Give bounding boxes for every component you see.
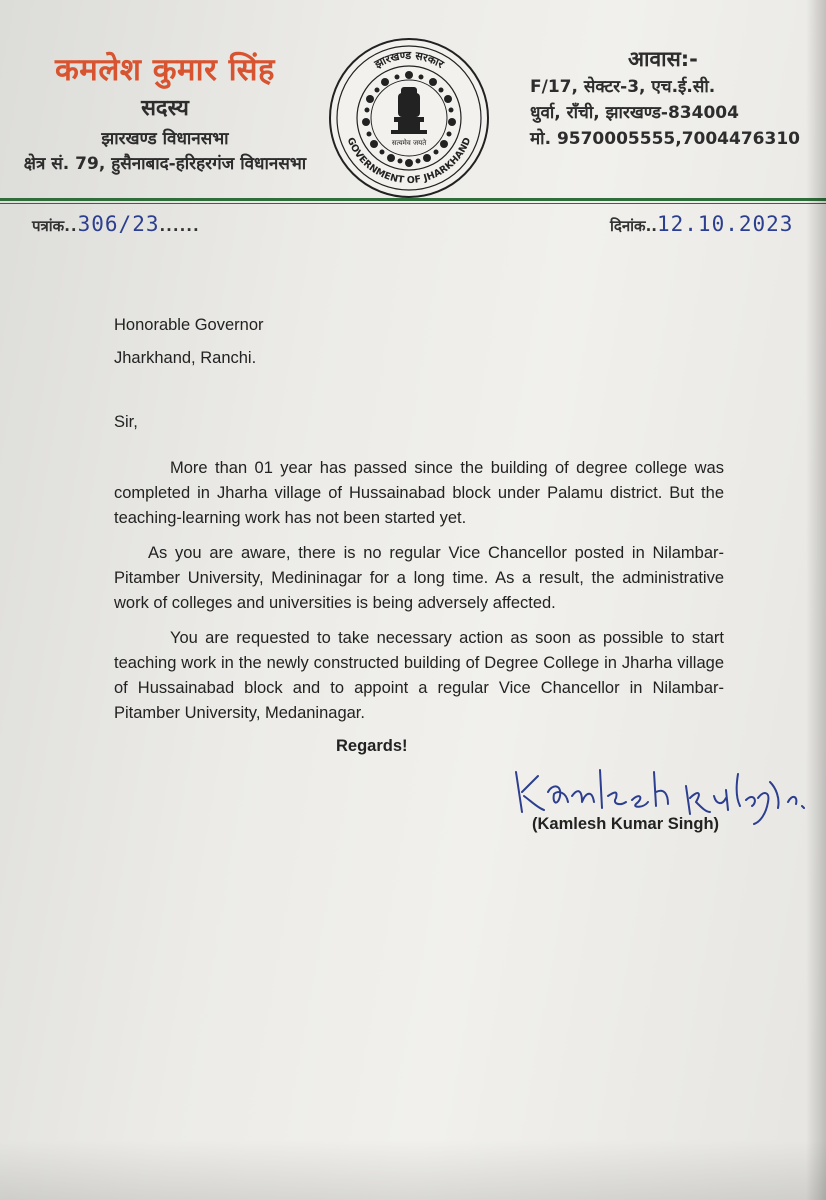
header-rule-thin xyxy=(0,203,826,204)
letterhead-address xyxy=(530,44,820,152)
paragraph-2 xyxy=(114,541,724,616)
paragraph-2-text: As you are aware, there is no regular Vice Chancellor posted in Nilambar-Pitamber University, Medininagar for a long time. As a result, the administrative work of colleges and universities is being adversely affected. xyxy=(114,544,724,612)
paper-shadow xyxy=(806,0,826,1200)
salutation: Sir, xyxy=(114,413,138,431)
letter-date: दिनांक..12.10.2023 xyxy=(610,212,794,236)
date-label: दिनांक xyxy=(610,217,646,235)
closing: Regards! xyxy=(336,737,408,755)
member-name: कमलेश कुमार सिंह xyxy=(54,52,276,88)
constituency: क्षेत्र सं. 79, हुसैनाबाद-हरिहरगंज विधानसभा xyxy=(23,154,307,174)
reference-label: पत्रांक xyxy=(32,217,65,235)
date-value: 12.10.2023 xyxy=(657,212,794,236)
address-line-2: धुर्वा, राँची, झारखण्ड-834004 xyxy=(530,103,739,123)
signatory-name: (Kamlesh Kumar Singh) xyxy=(532,815,720,833)
paper-shading xyxy=(0,1140,826,1200)
reference-number: पत्रांक..306/23...... xyxy=(32,212,200,236)
assembly-name: झारखण्ड विधानसभा xyxy=(101,129,229,149)
paragraph-3 xyxy=(114,626,724,726)
addressee-line-1: Honorable Governor xyxy=(114,316,264,334)
paragraph-1-text: More than 01 year has passed since the building of degree college was completed in Jharha village of Hussainabad block under Palamu district. But the teaching-learning work has not been started yet. xyxy=(114,459,724,527)
svg-text:सत्यमेव जयते: सत्यमेव जयते xyxy=(391,139,427,147)
address-line-1: F/17, सेक्टर-3, एच.ई.सी. xyxy=(530,77,716,97)
reference-value: 306/23 xyxy=(77,212,160,236)
emblem-bottom-text: GOVERNMENT OF JHARKHAND xyxy=(344,136,474,187)
addressee xyxy=(114,309,264,375)
address-label: आवास:- xyxy=(628,47,698,71)
addressee-line-2: Jharkhand, Ranchi. xyxy=(114,349,257,367)
paragraph-3-text: You are requested to take necessary action as soon as possible to start teaching work in the newly constructed building of Degree College in Jharha village of Hussainabad block and to appoint a regular Vice Chancellor in Nilambar-Pitamber University, Medaninagar. xyxy=(114,629,724,722)
member-role: सदस्य xyxy=(141,96,189,121)
letterhead-left xyxy=(0,50,330,176)
emblem-top-text: झारखण्ड सरकार xyxy=(372,48,447,71)
government-emblem-icon xyxy=(328,37,490,199)
phone-numbers: मो. 9570005555,7004476310 xyxy=(530,129,800,149)
header-rule xyxy=(0,198,826,201)
paragraph-1 xyxy=(114,456,724,531)
